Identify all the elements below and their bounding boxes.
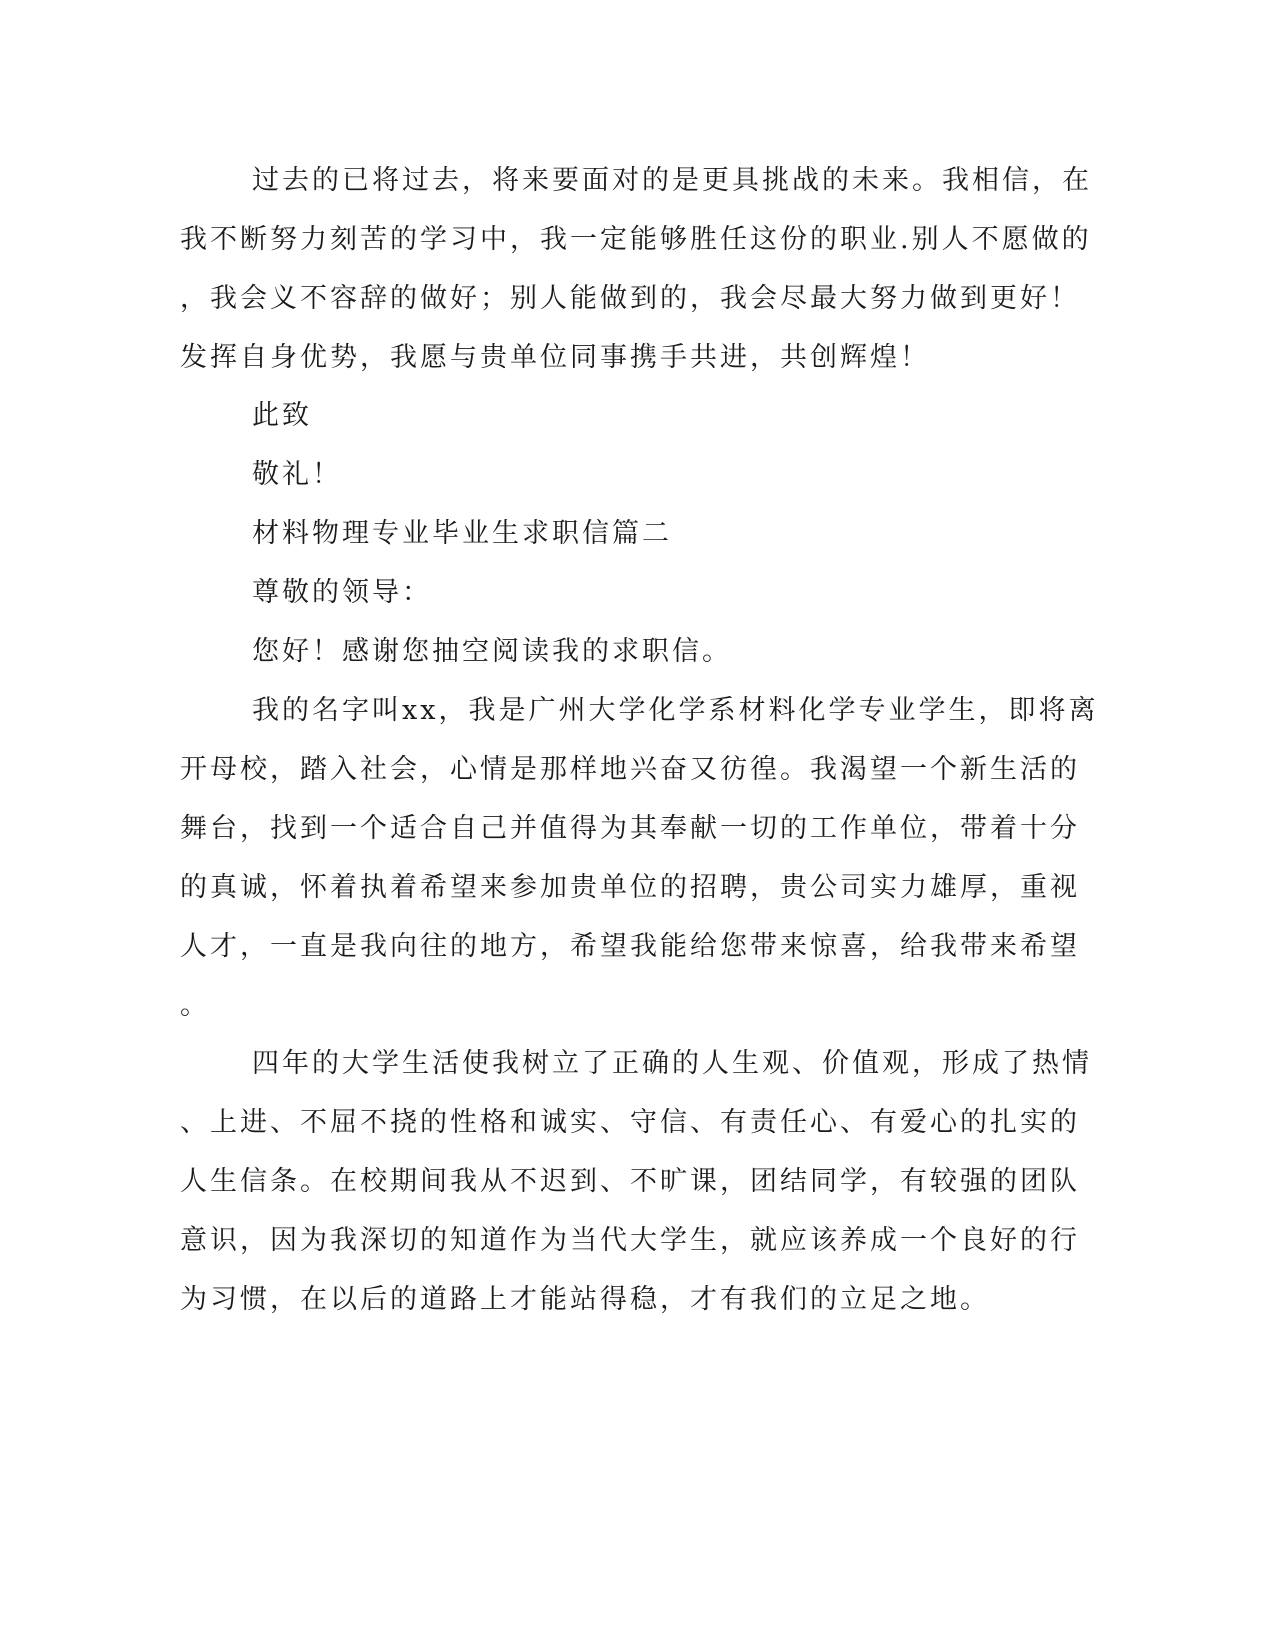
paragraph-line: 意识，因为我深切的知道作为当代大学生，就应该养成一个良好的行 (180, 1225, 1080, 1256)
paragraph-line: ，我会义不容辞的做好；别人能做到的，我会尽最大努力做到更好！ (180, 283, 1080, 314)
salutation: 尊敬的领导： (252, 577, 432, 608)
paragraph-line: 舞台，找到一个适合自己并值得为其奉献一切的工作单位，带着十分 (180, 813, 1080, 844)
paragraph-line: 、上进、不屈不挠的性格和诚实、守信、有责任心、有爱心的扎实的 (180, 1107, 1080, 1138)
paragraph-line: 的真诚，怀着执着希望来参加贵单位的招聘，贵公司实力雄厚，重视 (180, 872, 1080, 903)
paragraph-line: 四年的大学生活使我树立了正确的人生观、价值观，形成了热情 (252, 1048, 1092, 1079)
closing-line: 敬礼！ (252, 459, 342, 490)
paragraph-line: 我不断努力刻苦的学习中，我一定能够胜任这份的职业.别人不愿做的 (180, 224, 1092, 255)
paragraph-line: 。 (180, 990, 210, 1021)
closing-line: 此致 (252, 400, 312, 431)
section-title: 材料物理专业毕业生求职信篇二 (252, 518, 672, 549)
paragraph-line: 发挥自身优势，我愿与贵单位同事携手共进，共创辉煌！ (180, 342, 930, 373)
paragraph-line: 人生信条。在校期间我从不迟到、不旷课，团结同学，有较强的团队 (180, 1166, 1080, 1197)
paragraph-line: 过去的已将过去，将来要面对的是更具挑战的未来。我相信，在 (252, 165, 1092, 196)
paragraph-line: 我的名字叫xx，我是广州大学化学系材料化学专业学生，即将离 (252, 695, 1099, 726)
greeting-line: 您好！感谢您抽空阅读我的求职信。 (252, 636, 732, 667)
paragraph-line: 人才，一直是我向往的地方，希望我能给您带来惊喜，给我带来希望 (180, 931, 1080, 962)
paragraph-line: 开母校，踏入社会，心情是那样地兴奋又彷徨。我渴望一个新生活的 (180, 754, 1080, 785)
paragraph-line: 为习惯，在以后的道路上才能站得稳，才有我们的立足之地。 (180, 1284, 990, 1315)
